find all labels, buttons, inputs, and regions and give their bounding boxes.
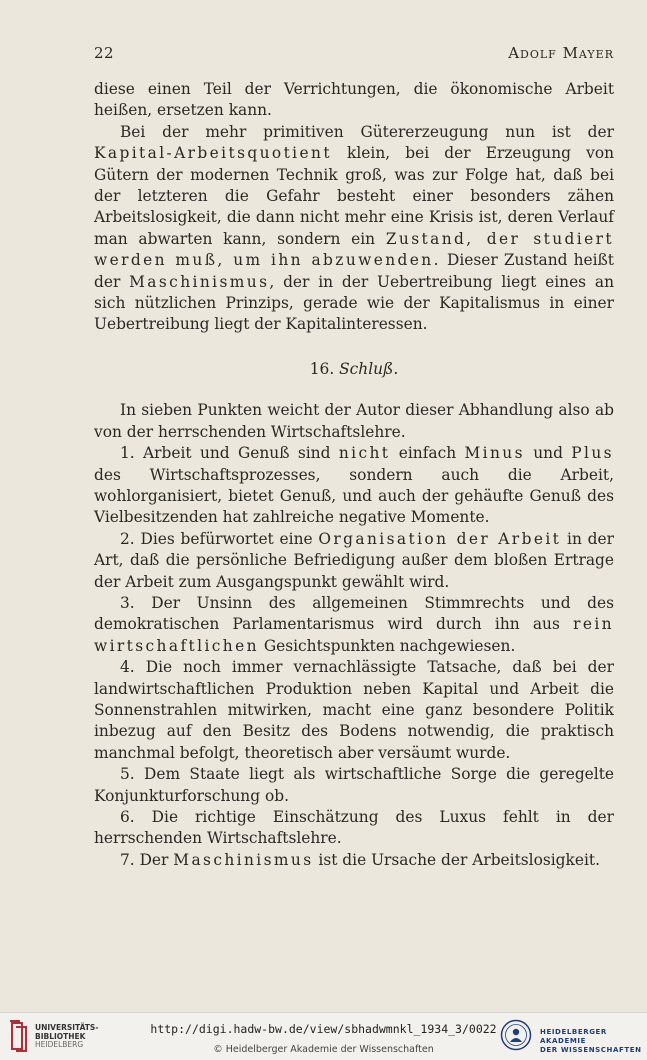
list-item-2 <box>94 529 614 593</box>
text-run: 7. Der <box>120 850 174 869</box>
spaced-emphasis: Maschinismus <box>173 850 314 869</box>
permalink-url[interactable]: http://digi.hadw-bw.de/view/sbhadwmnkl_1934_3/0022 <box>150 1022 497 1036</box>
academy-line: HEIDELBERGER AKADEMIE <box>540 1028 607 1045</box>
ub-line: HEIDELBERG <box>35 1040 84 1049</box>
text-run: des Wirtschaftsprozesses, sondern auch die Arbeit, wohlorganisiert, bietet Genuß, und auch der gehäufte Genuß des Vielbesitzenden hat zahlreiche negative Momente. <box>94 465 614 527</box>
ub-line: UNIVERSITÄTS- <box>35 1023 99 1032</box>
running-header <box>94 44 614 66</box>
text-run: , der in der Uebertreibung liegt eines an sich nützlichen Prinzips, gerade wie der Kapitalismus in einer Uebertreibung liegt der Kapitalinteressen. <box>94 272 614 334</box>
copyright-notice: © Heidelberger Akademie der Wissenschaften <box>213 1044 434 1055</box>
page-number: 22 <box>94 44 115 62</box>
paragraph-continuation: diese einen Teil der Verrichtungen, die ökonomische Arbeit heißen, ersetzen kann. <box>94 80 614 120</box>
text-run: Gesichtspunkten nachgewiesen. <box>258 636 516 655</box>
text-run: 1. Arbeit und Genuß sind <box>120 444 339 463</box>
ub-line: BIBLIOTHEK <box>35 1031 86 1041</box>
spaced-emphasis: Organisation der Arbeit <box>318 529 562 548</box>
list-item-5: 5. Dem Staate liegt als wirtschaftliche Sorge die geregelte Konjunkturforschung ob. <box>94 765 614 805</box>
spaced-emphasis: Zustand, der studiert werden muß, um ihn abzuwenden. <box>94 229 614 270</box>
text-run: 3. Der Unsinn des allgemeinen Stimmrechts und des demokratischen Parlamentarismus wird durch ihn aus <box>94 593 614 634</box>
list-item-1 <box>94 443 614 529</box>
section-heading <box>94 359 614 380</box>
list-item-7 <box>94 850 614 871</box>
academy-name <box>540 1028 647 1055</box>
body-text <box>94 79 614 871</box>
text-run: klein, bei der Erzeugung von Gütern der modernen Technik groß, was zur Folge hat, daß bei der letzteren die Gefahr besteht einer besonders zähen Arbeitslosigkeit, die dann nicht mehr eine Krisis ist, deren Verlauf man abwarten kann, sondern ein <box>94 144 614 248</box>
section-title: Schluß. <box>339 359 399 378</box>
spaced-emphasis: Minus <box>464 444 525 463</box>
spaced-emphasis: Kapital-Arbeitsquotient <box>94 144 332 163</box>
spaced-emphasis: nicht <box>338 444 391 463</box>
text-run: 2. Dies befürwortet eine <box>120 529 319 548</box>
spaced-emphasis: Plus <box>571 444 614 463</box>
section-number: 16. <box>309 359 335 378</box>
text-run: Dieser Zustand heißt der <box>94 251 614 291</box>
text-run: ist die Ursache der Arbeitslosigkeit. <box>313 850 600 869</box>
spaced-emphasis: Maschinismus <box>129 272 270 291</box>
text-run: einfach <box>390 444 465 463</box>
list-item-3 <box>94 593 614 657</box>
viewer-footer <box>0 1012 647 1060</box>
list-item-6: 6. Die richtige Einschätzung des Luxus fehlt in der herrschenden Wirtschaftslehre. <box>94 808 614 848</box>
academy-line: DER WISSENSCHAFTEN <box>540 1046 642 1054</box>
paragraph-capital-labor <box>94 122 614 336</box>
paragraph-intro: In sieben Punkten weicht der Autor dieser Abhandlung also ab von der herrschenden Wirtschaftslehre. <box>94 401 614 441</box>
text-run: und <box>524 444 572 463</box>
running-head-author: Adolf Mayer <box>508 44 614 62</box>
academy-seal-icon[interactable] <box>500 1019 532 1051</box>
list-item-4: 4. Die noch immer vernachlässigte Tatsache, daß bei der landwirtschaftlichen Produktion neben Kapital und Arbeit die Sonnenstrahlen mitwirken, macht eine ganz besondere Politik inbezug auf den Besitz des Bodens notwendig, die praktisch manchmal befolgt, theoretisch aber versäumt wurde. <box>94 658 614 762</box>
text-run: in der Art, daß die persönliche Befriedigung außer dem bloßen Ertrage der Arbeit zum Ausgangspunkt gewählt wird. <box>94 529 614 591</box>
text-run: Bei der mehr primitiven Gütererzeugung nun ist der <box>120 122 614 141</box>
spaced-emphasis: rein wirtschaftlichen <box>94 615 614 655</box>
